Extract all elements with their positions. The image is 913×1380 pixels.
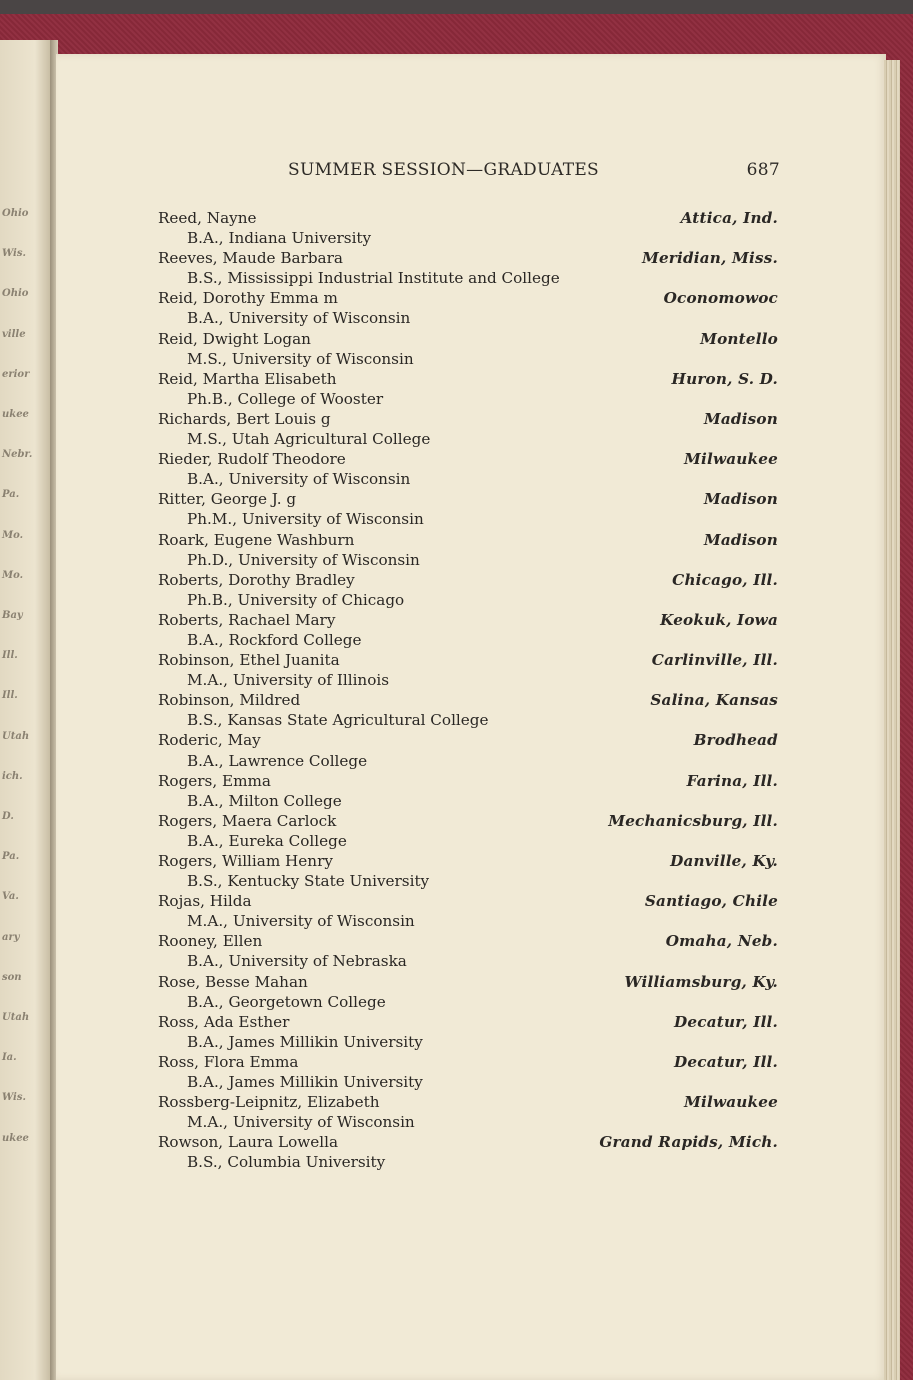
graduate-hometown: Decatur, Ill. — [674, 1052, 778, 1071]
previous-page-fragment: ukee — [2, 1132, 29, 1144]
list-item — [158, 650, 778, 690]
running-title: SUMMER SESSION—GRADUATES — [288, 160, 600, 180]
graduate-degree: M.S., Utah Agricultural College — [187, 430, 431, 449]
list-item — [158, 409, 778, 449]
graduate-hometown: Keokuk, Iowa — [660, 610, 778, 629]
graduate-hometown: Brodhead — [693, 731, 778, 750]
previous-page-fragment: Pa. — [2, 489, 20, 501]
graduate-degree: B.A., Eureka College — [187, 831, 347, 850]
graduate-name: Rojas, Hilda — [158, 892, 252, 911]
graduate-degree: Ph.B., University of Chicago — [187, 590, 405, 609]
graduate-hometown: Grand Rapids, Mich. — [599, 1133, 778, 1152]
graduate-hometown: Madison — [703, 490, 778, 509]
graduate-name: Reed, Nayne — [158, 209, 257, 227]
list-item — [158, 288, 778, 328]
previous-page-fragment: ich. — [2, 770, 23, 782]
graduate-name: Rose, Besse Mahan — [158, 972, 308, 991]
graduate-hometown: Milwaukee — [684, 1093, 778, 1112]
page-header — [232, 160, 780, 184]
graduate-degree: B.A., Lawrence College — [187, 751, 368, 770]
graduate-degree: B.S., Kentucky State University — [187, 872, 430, 891]
graduate-hometown: Farina, Ill. — [686, 771, 778, 790]
previous-page-fragment: Ohio — [2, 208, 29, 219]
previous-page-fragment: Ia. — [2, 1052, 17, 1064]
graduate-name: Roark, Eugene Washburn — [158, 530, 355, 549]
previous-page-fragment: Pa. — [2, 851, 20, 863]
graduate-name: Reid, Dwight Logan — [158, 329, 311, 348]
list-item — [158, 489, 778, 529]
graduate-degree: B.A., Georgetown College — [187, 992, 386, 1011]
graduate-hometown: Huron, S. D. — [671, 369, 778, 388]
previous-page-fragment: Nebr. — [2, 449, 33, 461]
graduate-name: Rieder, Rudolf Theodore — [158, 450, 346, 469]
list-item — [158, 248, 778, 288]
previous-page-fragment: erior — [2, 368, 30, 380]
graduate-hometown: Oconomowoc — [663, 289, 778, 308]
list-item — [158, 530, 778, 570]
list-item — [158, 972, 778, 1012]
page-stack-edges — [884, 60, 900, 1380]
previous-page-fragment: ville — [2, 328, 26, 340]
previous-page-fragment: Ill. — [2, 650, 18, 662]
previous-page-fragment: Mo. — [2, 569, 24, 581]
list-item — [158, 610, 778, 650]
previous-page-fragment: Bay — [2, 610, 23, 621]
graduate-degree: B.A., Indiana University — [187, 229, 372, 248]
previous-page-fragment: Wis. — [2, 1092, 26, 1104]
graduate-name: Richards, Bert Louis g — [158, 409, 331, 428]
list-item — [158, 1092, 778, 1132]
graduate-hometown: Milwaukee — [684, 450, 778, 469]
graduate-hometown: Salina, Kansas — [650, 691, 778, 710]
graduate-hometown: Madison — [703, 530, 778, 549]
previous-page-fragment: ukee — [2, 409, 29, 420]
graduate-name: Rooney, Ellen — [158, 932, 263, 951]
graduate-name: Roberts, Rachael Mary — [158, 610, 336, 629]
list-item — [158, 329, 778, 369]
previous-page-fragment: Utah — [2, 730, 30, 742]
graduate-degree: Ph.B., College of Wooster — [187, 389, 384, 408]
graduate-degree: M.S., University of Wisconsin — [187, 349, 414, 368]
list-item — [158, 851, 778, 891]
previous-page-text-fragments — [0, 40, 50, 1380]
list-item — [158, 369, 778, 409]
graduate-name: Rogers, Maera Carlock — [158, 811, 337, 830]
previous-page-fragment: Utah — [2, 1012, 30, 1023]
graduate-name: Ritter, George J. g — [158, 490, 297, 509]
graduate-name: Rogers, Emma — [158, 771, 271, 790]
graduate-hometown: Montello — [700, 329, 778, 348]
graduate-name: Reid, Dorothy Emma m — [158, 289, 338, 308]
graduate-name: Rogers, William Henry — [158, 852, 333, 870]
graduate-name: Roderic, May — [158, 731, 261, 750]
list-item — [158, 771, 778, 811]
list-item — [158, 891, 778, 931]
graduate-name: Robinson, Ethel Juanita — [158, 651, 340, 670]
previous-page-fragment: Ohio — [2, 288, 29, 300]
graduate-hometown: Decatur, Ill. — [674, 1012, 778, 1031]
list-item — [158, 1052, 778, 1092]
graduate-degree: B.A., Milton College — [187, 791, 342, 810]
graduate-hometown: Omaha, Neb. — [665, 932, 778, 951]
graduate-name: Rowson, Laura Lowella — [158, 1133, 339, 1152]
previous-page-edge — [0, 40, 50, 1380]
list-item — [158, 690, 778, 730]
list-item — [158, 811, 778, 851]
graduate-name: Rossberg-Leipnitz, Elizabeth — [158, 1093, 380, 1112]
previous-page-fragment: Ill. — [2, 690, 18, 702]
graduate-degree: Ph.D., University of Wisconsin — [187, 550, 420, 569]
graduate-name: Robinson, Mildred — [158, 691, 301, 710]
graduate-hometown: Attica, Ind. — [680, 209, 778, 227]
graduate-name: Roberts, Dorothy Bradley — [158, 570, 355, 589]
graduate-name: Reeves, Maude Barbara — [158, 249, 343, 268]
list-item — [158, 730, 778, 770]
previous-page-fragment: son — [2, 971, 22, 983]
graduate-hometown: Madison — [703, 409, 778, 428]
list-item — [158, 208, 778, 248]
previous-page-fragment: Mo. — [2, 529, 24, 541]
graduate-degree: B.A., University of Nebraska — [187, 952, 407, 971]
list-item — [158, 449, 778, 489]
graduate-degree: B.S., Mississippi Industrial Institute and College — [187, 269, 560, 288]
graduates-list — [158, 208, 778, 1173]
graduate-degree: B.A., Rockford College — [187, 630, 362, 649]
graduate-degree: B.A., University of Wisconsin — [187, 309, 411, 328]
graduate-hometown: Meridian, Miss. — [641, 249, 778, 268]
graduate-degree: Ph.M., University of Wisconsin — [187, 510, 424, 529]
previous-page-fragment: Wis. — [2, 248, 26, 260]
graduate-degree: B.A., James Millikin University — [187, 1032, 423, 1051]
list-item — [158, 1132, 778, 1172]
graduate-hometown: Mechanicsburg, Ill. — [608, 811, 778, 830]
graduate-name: Reid, Martha Elisabeth — [158, 369, 337, 388]
graduate-degree: M.A., University of Illinois — [187, 671, 389, 690]
graduate-degree: B.A., University of Wisconsin — [187, 470, 411, 489]
graduate-hometown: Chicago, Ill. — [672, 570, 778, 589]
graduate-hometown: Carlinville, Ill. — [651, 651, 778, 670]
graduate-name: Ross, Flora Emma — [158, 1052, 299, 1071]
graduate-name: Ross, Ada Esther — [158, 1012, 290, 1031]
graduate-hometown: Williamsburg, Ky. — [624, 972, 778, 991]
previous-page-fragment: Va. — [2, 891, 19, 903]
previous-page-fragment: D. — [2, 811, 14, 822]
graduate-degree: B.S., Columbia University — [187, 1153, 386, 1172]
graduate-hometown: Santiago, Chile — [644, 892, 778, 911]
graduate-degree: B.S., Kansas State Agricultural College — [187, 711, 489, 730]
graduate-hometown: Danville, Ky. — [670, 852, 778, 870]
graduate-degree: B.A., James Millikin University — [187, 1073, 423, 1092]
graduate-degree: M.A., University of Wisconsin — [187, 1113, 415, 1132]
list-item — [158, 1012, 778, 1052]
list-item — [158, 931, 778, 971]
graduate-degree: M.A., University of Wisconsin — [187, 912, 415, 931]
previous-page-fragment: ary — [2, 931, 20, 943]
list-item — [158, 570, 778, 610]
page-number: 687 — [746, 160, 780, 180]
